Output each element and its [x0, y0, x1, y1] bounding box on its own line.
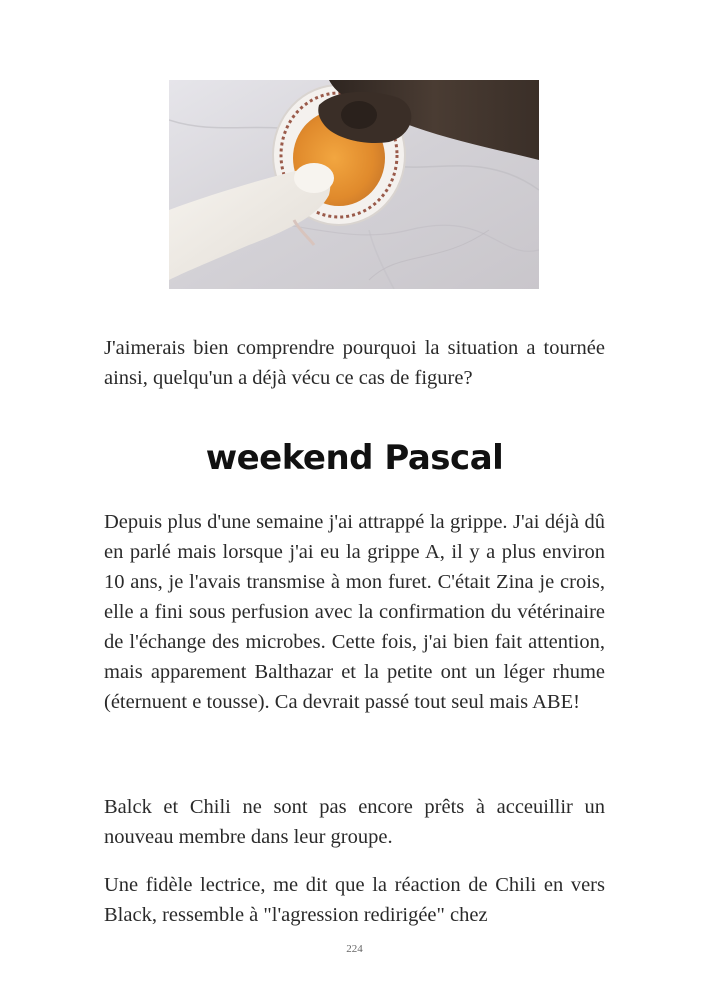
- page-number: 224: [346, 943, 363, 955]
- ferret-photo-illustration: [169, 80, 539, 289]
- groupe-paragraph: Balck et Chili ne sont pas encore prêts à acceuillir un nouveau membre dans leur groupe.: [104, 796, 605, 848]
- section-heading: weekend Pascal: [205, 438, 504, 478]
- intro-paragraph: J'aimerais bien comprendre pourquoi la situation a tournée ainsi, quelqu'un a déjà vécu ce cas de figure?: [104, 337, 605, 389]
- lectrice-paragraph: Une fidèle lectrice, me dit que la réaction de Chili en vers Black, ressemble à "l'agression redirigée" chez: [104, 874, 605, 926]
- ferret-photo: [169, 80, 539, 289]
- grippe-paragraph: Depuis plus d'une semaine j'ai attrappé la grippe. J'ai déjà dû en parlé mais lorsque j'ai eu la grippe A, il y a plus environ 10 ans, je l'avais transmise à mon furet. C'était Zina je crois, elle a fini sous perfusion avec la confirmation du vétérinaire de l'échange des microbes. Cette fois, j'ai bien fait attention, mais apparement Balthazar et la petite ont un léger rhume (éternuent e tousse). Ca devrait passé tout seul mais ABE!: [104, 511, 605, 713]
